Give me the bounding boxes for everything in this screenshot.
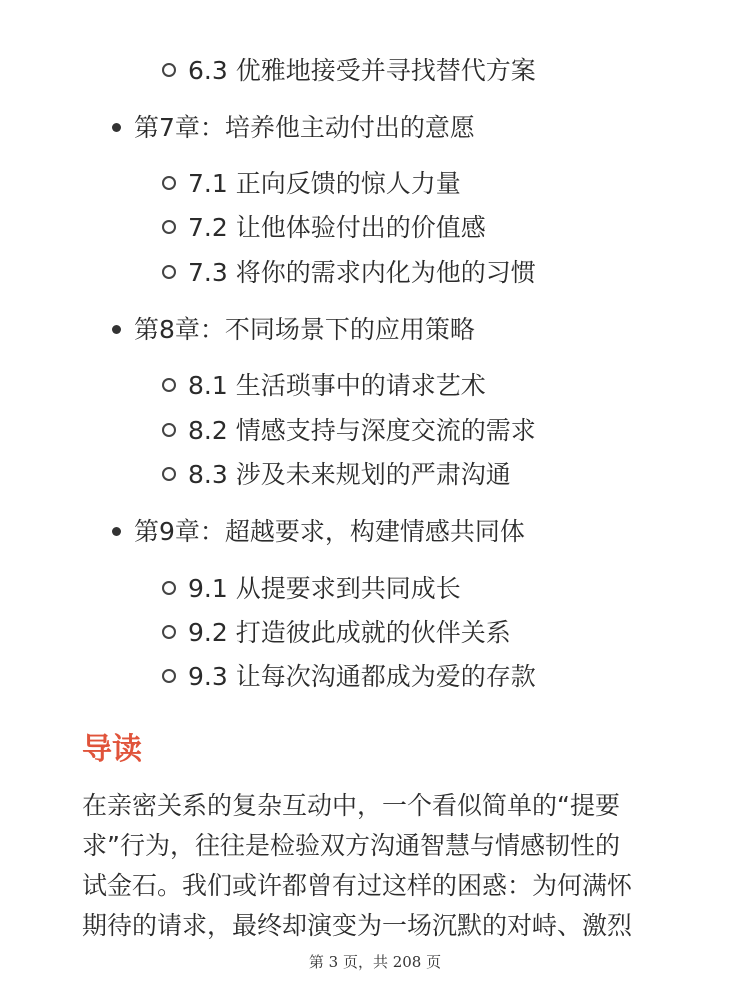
circle-bullet-icon [162,220,176,234]
toc-item-7-3: 7.3 将你的需求内化为他的习惯 [162,253,536,293]
disc-bullet-icon [112,527,121,536]
toc-chapter-7: 第7章：培养他主动付出的意愿 [112,108,475,148]
toc-chapter-9: 第9章：超越要求，构建情感共同体 [112,512,525,552]
toc-item-8-1: 8.1 生活琐事中的请求艺术 [162,366,486,406]
circle-bullet-icon [162,625,176,639]
circle-bullet-icon [162,467,176,481]
body-paragraph [82,786,672,946]
paragraph-line: 期待的请求，最终却演变为一场沉默的对峙、激烈 [82,911,633,940]
circle-bullet-icon [162,581,176,595]
paragraph-line: 试金石。我们或许都曾有过这样的困惑：为何满怀 [82,871,633,900]
circle-bullet-icon [162,423,176,437]
toc-item-9-1: 9.1 从提要求到共同成长 [162,569,461,609]
section-heading: 导读 [82,732,142,767]
circle-bullet-icon [162,669,176,683]
toc-chapter-8: 第8章：不同场景下的应用策略 [112,310,475,350]
circle-bullet-icon [162,63,176,77]
disc-bullet-icon [112,123,121,132]
toc-item-8-3: 8.3 涉及未来规划的严肃沟通 [162,455,511,495]
circle-bullet-icon [162,176,176,190]
paragraph-line: 求”行为，往往是检验双方沟通智慧与情感韧性的 [82,831,620,860]
toc-item-9-3: 9.3 让每次沟通都成为爱的存款 [162,657,536,697]
disc-bullet-icon [112,325,121,334]
toc-item-9-2: 9.2 打造彼此成就的伙伴关系 [162,613,511,653]
toc-item-8-2: 8.2 情感支持与深度交流的需求 [162,411,536,451]
toc-item-7-2: 7.2 让他体验付出的价值感 [162,208,486,248]
toc-item-6-3: 6.3 优雅地接受并寻找替代方案 [162,51,536,91]
paragraph-line: 在亲密关系的复杂互动中，一个看似简单的“提要 [82,791,620,820]
toc-item-7-1: 7.1 正向反馈的惊人力量 [162,164,461,204]
circle-bullet-icon [162,265,176,279]
page-footer: 第 3 页，共 208 页 [308,953,442,971]
circle-bullet-icon [162,378,176,392]
